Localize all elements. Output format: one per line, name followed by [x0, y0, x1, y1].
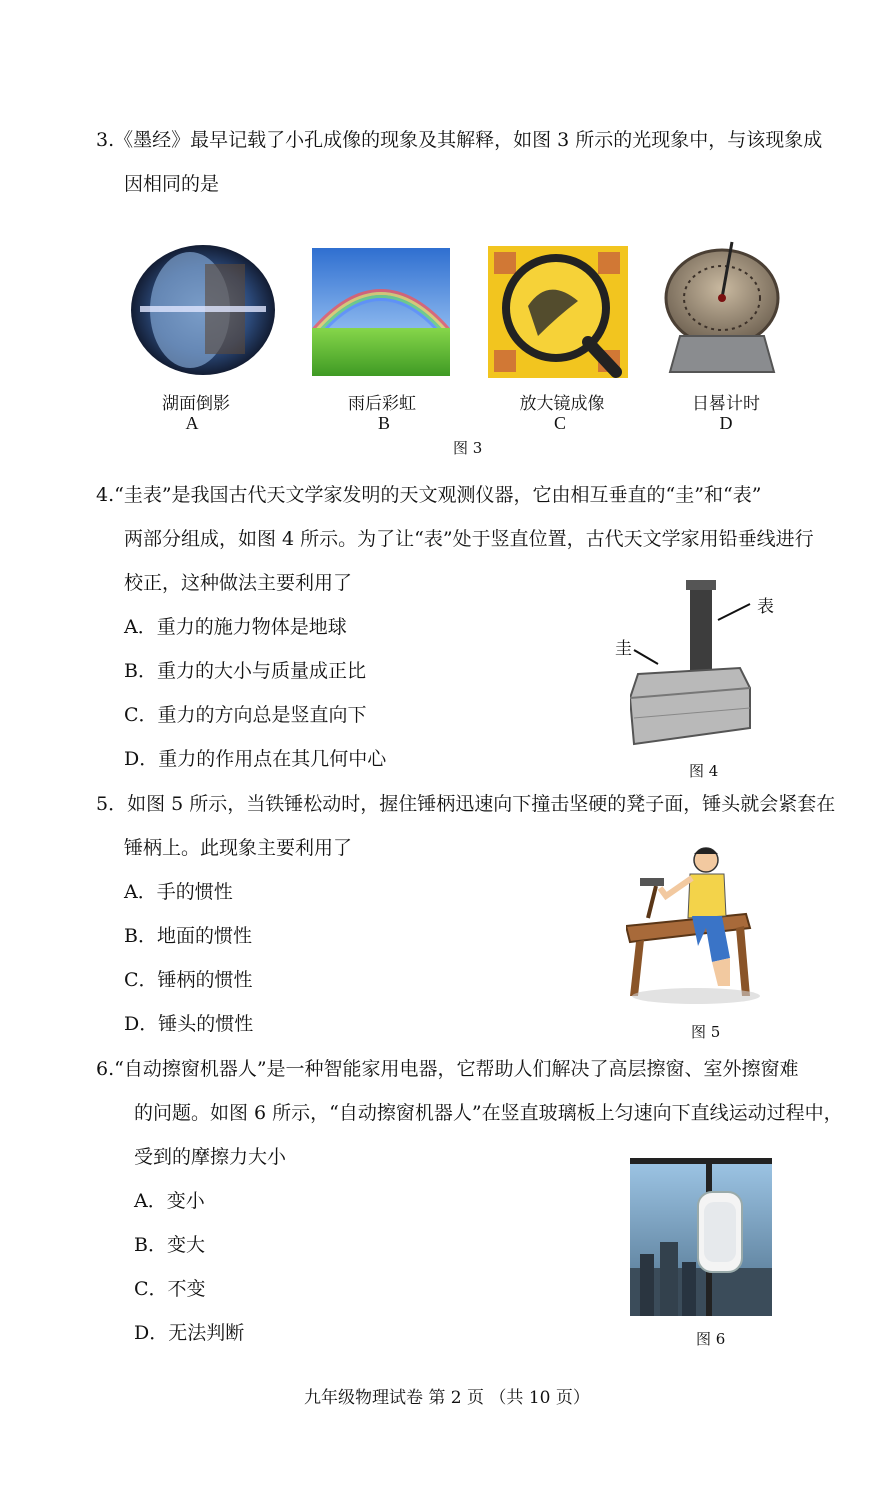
q5-option-b: B．地面的惯性	[124, 925, 252, 947]
q4-option-b: B．重力的大小与质量成正比	[124, 660, 366, 682]
q3-stem-line2: 因相同的是	[124, 173, 220, 195]
figure-3b-letter: B	[377, 413, 390, 433]
figure-3b-rainbow	[312, 248, 450, 376]
figure-3a-caption: 湖面倒影	[162, 394, 230, 414]
figure-3b-caption: 雨后彩虹	[348, 394, 416, 414]
figure-5-label: 图 5	[691, 1023, 721, 1041]
page-footer: 九年级物理试卷 第 2 页 （共 10 页）	[304, 1388, 590, 1408]
q6-stem-line2: 的问题。如图 6 所示，“自动擦窗机器人”在竖直玻璃板上匀速向下直线运动过程中，	[134, 1102, 843, 1124]
q4-stem-line3: 校正，这种做法主要利用了	[124, 572, 353, 594]
figure-3a-letter: A	[185, 413, 199, 433]
figure-4-label: 图 4	[689, 762, 719, 780]
figure-3d-sundial	[660, 240, 784, 376]
q5-stem-line1: 5．如图 5 所示，当铁锤松动时，握住锤柄迅速向下撞击坚硬的凳子面，锤头就会紧套在	[96, 793, 836, 815]
q6-stem-line1: 6.“自动擦窗机器人”是一种智能家用电器，它帮助人们解决了高层擦窗、室外擦窗难	[96, 1058, 799, 1080]
q6-option-b: B．变大	[134, 1234, 205, 1256]
figure-5-boy-hammer	[626, 846, 766, 1006]
figure-3-label: 图 3	[453, 439, 483, 457]
q5-stem-line2: 锤柄上。此现象主要利用了	[124, 837, 353, 859]
figure-3d-letter: D	[719, 413, 733, 433]
q3-stem-line1: 3.《墨经》最早记载了小孔成像的现象及其解释，如图 3 所示的光现象中，与该现象成	[96, 129, 823, 151]
q6-option-a: A．变小	[134, 1190, 205, 1212]
figure-6-label: 图 6	[696, 1330, 726, 1348]
figure-3c-letter: C	[553, 413, 566, 433]
q5-option-a: A．手的惯性	[124, 881, 233, 903]
q6-option-d: D．无法判断	[134, 1322, 245, 1344]
q4-stem-line1: 4.“圭表”是我国古代天文学家发明的天文观测仪器，它由相互垂直的“圭”和“表”	[96, 484, 762, 506]
q6-option-c: C．不变	[134, 1278, 206, 1300]
q4-option-a: A．重力的施力物体是地球	[124, 616, 347, 638]
figure-3c-caption: 放大镜成像	[519, 394, 605, 414]
figure-3d-caption: 日晷计时	[692, 394, 760, 414]
figure-4-label-gui: 圭	[615, 639, 632, 659]
figure-4-label-biao: 表	[757, 597, 774, 617]
q6-stem-line3: 受到的摩擦力大小	[134, 1146, 287, 1168]
q4-option-d: D．重力的作用点在其几何中心	[124, 748, 387, 770]
figure-6-window-robot	[630, 1158, 772, 1316]
figure-4-pointer-lines	[600, 590, 770, 670]
q4-stem-line2: 两部分组成，如图 4 所示。为了让“表”处于竖直位置，古代天文学家用铅垂线进行	[124, 528, 814, 550]
figure-3a-lake-reflection	[130, 244, 276, 376]
q4-option-c: C．重力的方向总是竖直向下	[124, 704, 367, 726]
figure-3c-magnifier	[488, 246, 628, 378]
q5-option-d: D．锤头的惯性	[124, 1013, 254, 1035]
q5-option-c: C．锤柄的惯性	[124, 969, 253, 991]
